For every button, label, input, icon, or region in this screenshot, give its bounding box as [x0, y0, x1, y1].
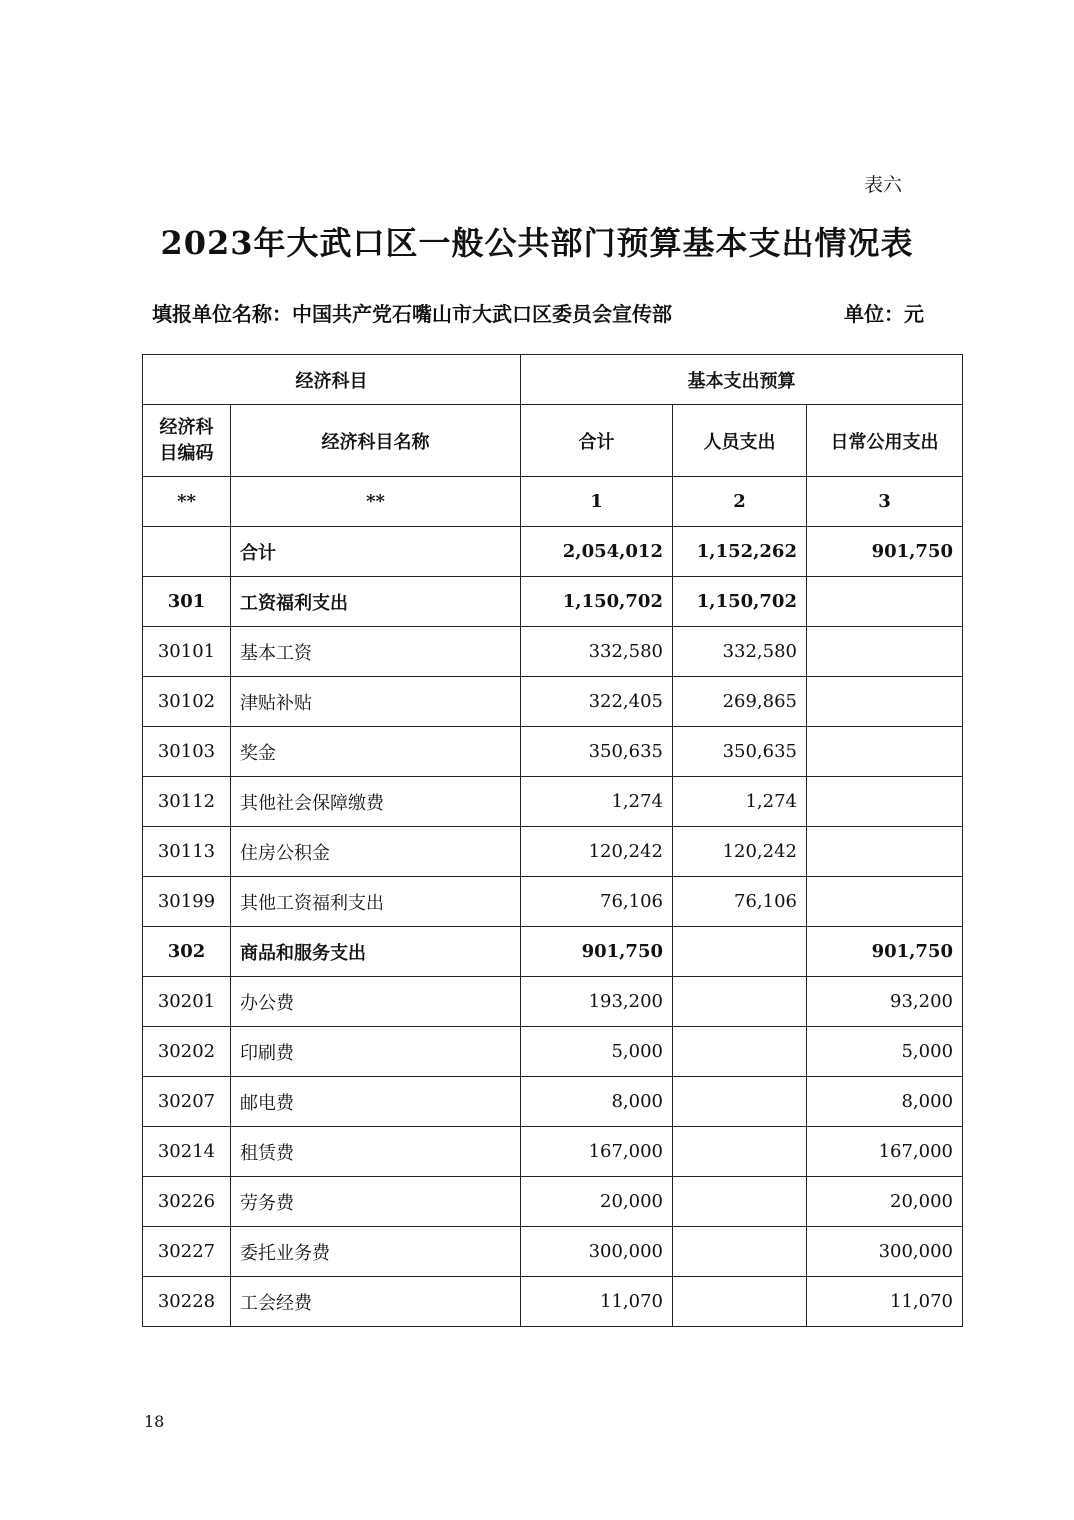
code-cell: 30214 [143, 1127, 231, 1177]
name-cell: 劳务费 [231, 1177, 521, 1227]
name-cell: 办公费 [231, 977, 521, 1027]
daily-cell: 93,200 [807, 977, 963, 1027]
daily-cell: 5,000 [807, 1027, 963, 1077]
group-header-budget: 基本支出预算 [521, 355, 963, 405]
code-cell: 302 [143, 927, 231, 977]
column-header-row [143, 405, 963, 477]
name-cell: 邮电费 [231, 1077, 521, 1127]
index-row [143, 477, 963, 527]
personnel-cell [673, 1127, 807, 1177]
total-cell: 8,000 [521, 1077, 673, 1127]
personnel-cell [673, 1177, 807, 1227]
page-number: 18 [144, 1412, 165, 1431]
index-cell: 1 [521, 477, 673, 527]
total-cell: 300,000 [521, 1227, 673, 1277]
table-row [143, 827, 963, 877]
total-cell: 322,405 [521, 677, 673, 727]
personnel-cell [673, 1027, 807, 1077]
name-cell: 其他工资福利支出 [231, 877, 521, 927]
total-cell: 350,635 [521, 727, 673, 777]
table-row [143, 727, 963, 777]
table-row [143, 1177, 963, 1227]
personnel-cell: 350,635 [673, 727, 807, 777]
daily-cell: 20,000 [807, 1177, 963, 1227]
code-cell: 30201 [143, 977, 231, 1027]
code-cell: 301 [143, 577, 231, 627]
code-cell: 30227 [143, 1227, 231, 1277]
personnel-cell [673, 977, 807, 1027]
table-row [143, 1277, 963, 1327]
table-row [143, 977, 963, 1027]
index-cell: ** [231, 477, 521, 527]
daily-cell: 901,750 [807, 927, 963, 977]
index-cell: ** [143, 477, 231, 527]
personnel-cell [673, 1277, 807, 1327]
col-header-name: 经济科目名称 [231, 405, 521, 477]
name-cell: 商品和服务支出 [231, 927, 521, 977]
group-header-econ: 经济科目 [143, 355, 521, 405]
page-title: 2023年大武口区一般公共部门预算基本支出情况表 [160, 224, 914, 262]
col-header-daily: 日常公用支出 [807, 405, 963, 477]
name-cell: 奖金 [231, 727, 521, 777]
code-cell: 30113 [143, 827, 231, 877]
table-row [143, 1227, 963, 1277]
code-cell: 30228 [143, 1277, 231, 1327]
table-row [143, 677, 963, 727]
name-cell: 津贴补贴 [231, 677, 521, 727]
total-cell: 332,580 [521, 627, 673, 677]
table-row [143, 1077, 963, 1127]
total-cell: 76,106 [521, 877, 673, 927]
personnel-cell: 1,152,262 [673, 527, 807, 577]
table-row [143, 777, 963, 827]
daily-cell [807, 677, 963, 727]
personnel-cell [673, 927, 807, 977]
table-row [143, 877, 963, 927]
reporting-unit: 填报单位名称：中国共产党石嘴山市大武口区委员会宣传部 [152, 302, 672, 326]
daily-cell [807, 627, 963, 677]
total-cell: 120,242 [521, 827, 673, 877]
code-cell: 30103 [143, 727, 231, 777]
budget-table [142, 354, 963, 1327]
daily-cell [807, 777, 963, 827]
table-label: 表六 [864, 174, 903, 196]
code-cell: 30202 [143, 1027, 231, 1077]
name-cell: 工资福利支出 [231, 577, 521, 627]
total-cell: 2,054,012 [521, 527, 673, 577]
table-row [143, 577, 963, 627]
code-cell: 30101 [143, 627, 231, 677]
personnel-cell: 269,865 [673, 677, 807, 727]
total-cell: 1,150,702 [521, 577, 673, 627]
daily-cell [807, 827, 963, 877]
personnel-cell: 76,106 [673, 877, 807, 927]
daily-cell [807, 727, 963, 777]
code-cell: 30207 [143, 1077, 231, 1127]
daily-cell: 167,000 [807, 1127, 963, 1177]
name-cell: 委托业务费 [231, 1227, 521, 1277]
total-cell: 901,750 [521, 927, 673, 977]
total-cell: 1,274 [521, 777, 673, 827]
col-header-code: 经济科目编码 [143, 405, 231, 477]
col-header-total: 合计 [521, 405, 673, 477]
total-cell: 193,200 [521, 977, 673, 1027]
personnel-cell [673, 1227, 807, 1277]
table-row [143, 1027, 963, 1077]
personnel-cell [673, 1077, 807, 1127]
name-cell: 租赁费 [231, 1127, 521, 1177]
group-header-row [143, 355, 963, 405]
table-row [143, 527, 963, 577]
currency-unit: 单位：元 [844, 302, 924, 326]
table-row [143, 927, 963, 977]
code-cell [143, 527, 231, 577]
name-cell: 工会经费 [231, 1277, 521, 1327]
name-cell: 印刷费 [231, 1027, 521, 1077]
table-row [143, 627, 963, 677]
daily-cell: 901,750 [807, 527, 963, 577]
daily-cell [807, 877, 963, 927]
personnel-cell: 332,580 [673, 627, 807, 677]
code-cell: 30102 [143, 677, 231, 727]
code-cell: 30226 [143, 1177, 231, 1227]
name-cell: 其他社会保障缴费 [231, 777, 521, 827]
personnel-cell: 120,242 [673, 827, 807, 877]
total-cell: 167,000 [521, 1127, 673, 1177]
name-cell: 基本工资 [231, 627, 521, 677]
daily-cell: 11,070 [807, 1277, 963, 1327]
index-cell: 2 [673, 477, 807, 527]
total-cell: 20,000 [521, 1177, 673, 1227]
total-cell: 5,000 [521, 1027, 673, 1077]
total-cell: 11,070 [521, 1277, 673, 1327]
code-cell: 30112 [143, 777, 231, 827]
code-cell: 30199 [143, 877, 231, 927]
index-cell: 3 [807, 477, 963, 527]
daily-cell [807, 577, 963, 627]
personnel-cell: 1,274 [673, 777, 807, 827]
daily-cell: 300,000 [807, 1227, 963, 1277]
daily-cell: 8,000 [807, 1077, 963, 1127]
name-cell: 合计 [231, 527, 521, 577]
table-row [143, 1127, 963, 1177]
name-cell: 住房公积金 [231, 827, 521, 877]
col-header-personnel: 人员支出 [673, 405, 807, 477]
personnel-cell: 1,150,702 [673, 577, 807, 627]
